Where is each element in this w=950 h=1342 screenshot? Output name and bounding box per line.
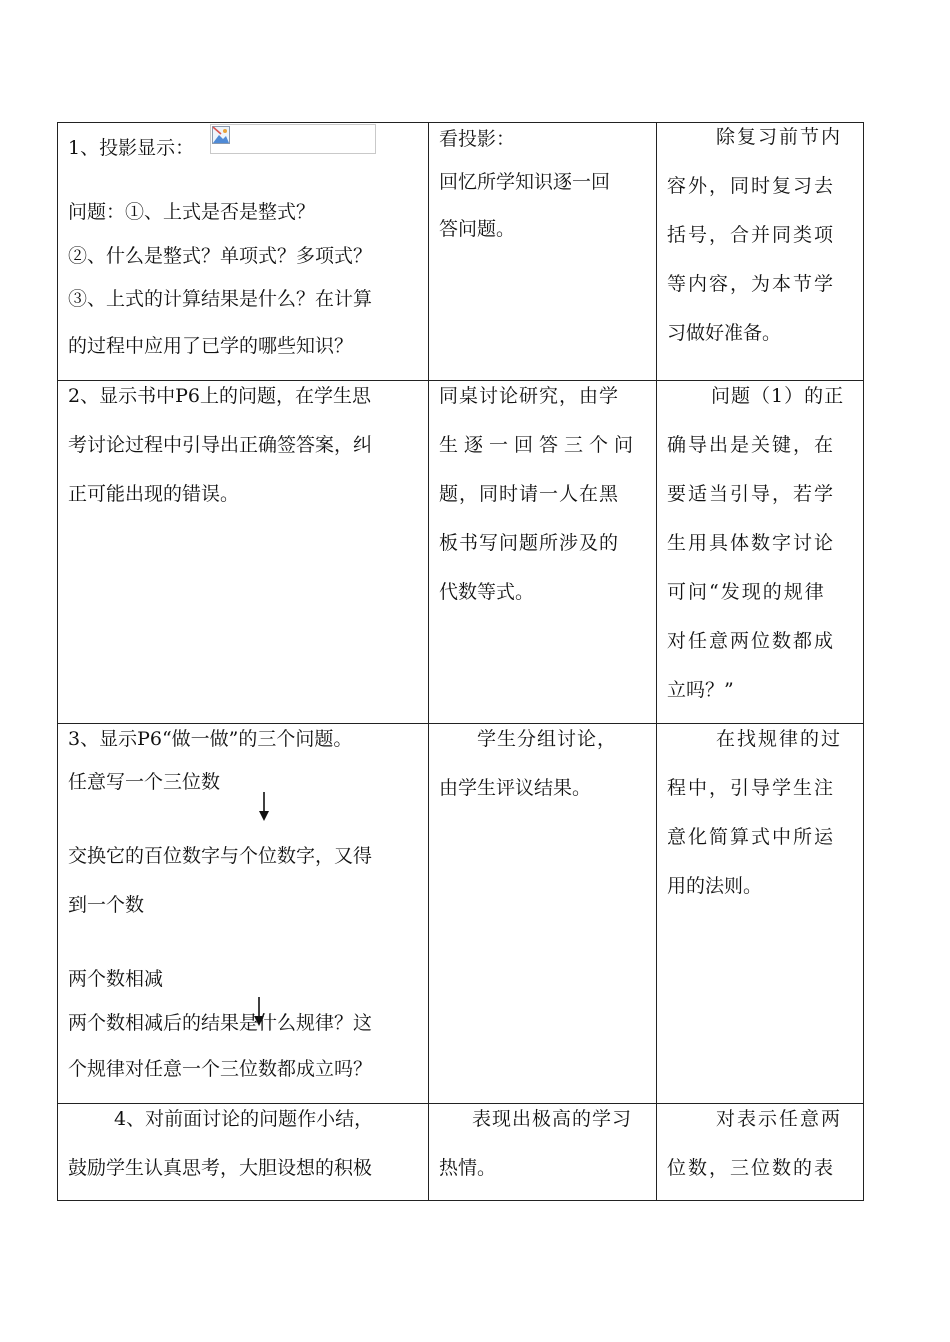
row2-student-activity [428, 380, 656, 723]
text-line: 答问题。 [439, 218, 516, 240]
text-line: 两个数相减后的结果是什么规律？这 [68, 1012, 373, 1034]
text-line: 同桌讨论研究，由学 [439, 385, 620, 407]
row4-student-activity [428, 1103, 656, 1200]
row3-teacher-activity [57, 723, 428, 1103]
text-line: 生逐一回答三个问 [439, 434, 640, 456]
projected-formula-image [210, 124, 376, 154]
text-line: 个规律对任意一个三位数都成立吗？ [68, 1058, 373, 1080]
table-border-right [863, 122, 864, 1201]
text-line: 位数，三位数的表 [667, 1157, 836, 1179]
text-line: 立吗？” [667, 679, 734, 701]
text-line: 表现出极高的学习 [472, 1108, 633, 1130]
text-line: 学生分组讨论， [477, 728, 618, 750]
row2-design-intent [656, 380, 863, 723]
text-line: 任意写一个三位数 [68, 771, 221, 793]
text-line: ②、什么是整式？单项式？多项式？ [68, 245, 373, 267]
text-line: 意化简算式中所运 [667, 826, 836, 848]
text-line: 用的法则。 [667, 875, 763, 897]
text-line: 容外，同时复习去 [667, 175, 836, 197]
row1-teacher-activity [57, 122, 428, 380]
text-line: 可问“发现的规律 [667, 581, 826, 603]
text-line: 板书写问题所涉及的 [439, 532, 620, 554]
text-line: 1、投影显示： [68, 137, 195, 159]
text-line: 等内容，为本节学 [667, 273, 836, 295]
text-line: 的过程中应用了已学的哪些知识？ [68, 335, 354, 357]
text-line: 对任意两位数都成 [667, 630, 836, 652]
text-line: ③、上式的计算结果是什么？在计算 [68, 288, 373, 310]
text-line: 两个数相减 [68, 968, 164, 990]
text-line: 鼓励学生认真思考，大胆设想的积极 [68, 1157, 373, 1179]
row2-teacher-activity [57, 380, 428, 723]
text-line: 问题（1）的正 [711, 385, 845, 407]
text-line: 确导出是关键，在 [667, 434, 836, 456]
row1-student-activity [428, 122, 656, 380]
text-line: 习做好准备。 [667, 322, 782, 344]
text-line: 考讨论过程中引导出正确签答案，纠 [68, 434, 373, 456]
text-line: 问题：①、上式是否是整式？ [68, 201, 316, 223]
row3-student-activity [428, 723, 656, 1103]
lesson-plan-table [57, 122, 864, 1201]
text-line: 正可能出现的错误。 [68, 483, 240, 505]
row1-design-intent [656, 122, 863, 380]
text-line: 热情。 [439, 1157, 497, 1179]
text-line: 生用具体数字讨论 [667, 532, 836, 554]
text-line: 程中，引导学生注 [667, 777, 836, 799]
text-line: 到一个数 [68, 894, 145, 916]
text-line: 2、显示书中P6上的问题，在学生思 [68, 385, 371, 407]
text-line: 代数等式。 [439, 581, 535, 603]
text-line: 交换它的百位数字与个位数字，又得 [68, 845, 373, 867]
text-line: 要适当引导，若学 [667, 483, 836, 505]
down-arrow-icon [257, 792, 271, 822]
text-line: 题，同时请一人在黑 [439, 483, 620, 505]
text-line: 回忆所学知识逐一回 [439, 171, 611, 193]
text-line: 除复习前节内 [716, 126, 843, 148]
text-line: 括号，合并同类项 [667, 224, 836, 246]
text-line: 4、对前面讨论的问题作小结， [114, 1108, 374, 1130]
text-line: 在找规律的过 [716, 728, 843, 750]
row4-design-intent [656, 1103, 863, 1200]
row3-design-intent [656, 723, 863, 1103]
row4-teacher-activity [57, 1103, 428, 1200]
table-border-bottom [57, 1200, 864, 1201]
broken-image-icon [211, 125, 231, 145]
text-line: 看投影： [439, 128, 516, 150]
text-line: 对表示任意两 [716, 1108, 843, 1130]
text-line: 由学生评议结果。 [439, 777, 592, 799]
text-line: 3、显示P6“做一做”的三个问题。 [68, 728, 353, 750]
